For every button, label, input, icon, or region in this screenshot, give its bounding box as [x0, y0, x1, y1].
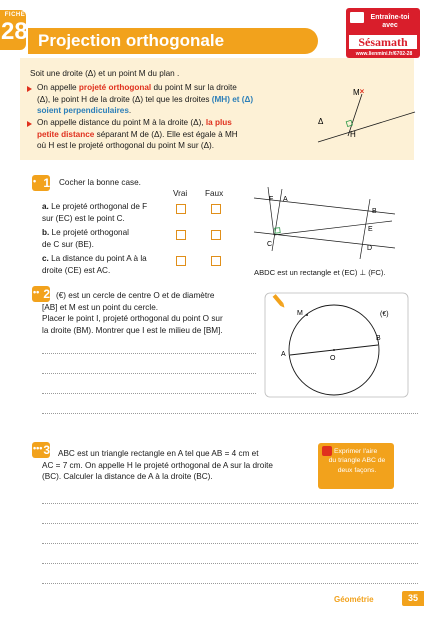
exercise-2-badge	[32, 286, 50, 302]
label-e: E	[368, 226, 373, 233]
definition-projete-line2	[37, 94, 253, 106]
answer-line[interactable]	[42, 583, 418, 584]
tip-text-rest	[322, 456, 392, 476]
line-ce	[274, 221, 392, 235]
definition-distance-line2	[37, 129, 238, 141]
fiche-label: FICHE	[4, 12, 26, 18]
point-o	[333, 349, 335, 351]
checkbox-b-vrai[interactable]	[176, 230, 186, 240]
projection-figure	[310, 78, 420, 154]
answer-line[interactable]	[42, 393, 256, 394]
label-m: M	[297, 310, 303, 317]
exercise-1-item-a-line2: sur (EC) est le point C.	[42, 213, 125, 223]
exercise-1-item-a	[42, 201, 147, 213]
label-delta: Δ	[318, 117, 324, 126]
point-m	[306, 314, 308, 316]
exercise-3-line3: (BC). Calculer la distance de A à la droite (BC).	[42, 472, 213, 481]
label-o: O	[330, 355, 336, 362]
answer-line[interactable]	[42, 373, 256, 374]
sesamath-logo: Sésamath	[349, 35, 417, 49]
definition-projete-line3	[37, 105, 131, 117]
label-m: M	[353, 88, 360, 97]
exercise-3-number: 3	[43, 443, 50, 457]
term-plus: la plus	[205, 118, 232, 127]
right-angle-mark	[346, 120, 352, 126]
column-faux: Faux	[205, 189, 224, 198]
exercise-2-line2: [AB] et M est un point du cercle.	[42, 302, 159, 312]
exercise-2-line3: Placer le point I, projeté orthogonal du point O sur	[42, 314, 223, 323]
page-title: Projection orthogonale	[38, 31, 225, 50]
sesamath-cta-line2: avec	[382, 22, 398, 29]
item-text: Le projeté orthogonal	[49, 228, 129, 237]
label-circle: (€)	[380, 311, 389, 318]
label-d: D	[367, 245, 373, 252]
tip-line2: du triangle ABC de	[328, 457, 386, 464]
exercise-3-line1: ABC est un triangle rectangle en A tel que AB = 4 cm et	[58, 449, 259, 458]
definition-distance	[37, 117, 232, 129]
exercise-1-prompt: Cocher la bonne case.	[59, 178, 141, 187]
thumbs-up-icon	[322, 446, 332, 456]
definition-projete	[37, 82, 237, 94]
line-delta	[318, 112, 415, 142]
column-vrai: Vrai	[173, 189, 188, 198]
item-text: Le projeté orthogonal de F	[48, 202, 148, 211]
answer-line[interactable]	[42, 523, 418, 524]
intro-text: .	[128, 106, 132, 115]
checkbox-b-faux[interactable]	[211, 230, 221, 240]
label-a: A	[283, 196, 288, 203]
circle-figure	[262, 290, 412, 400]
intro-text: du point M sur la droite	[151, 83, 237, 92]
intro-line0: Soit une droite (Δ) et un point M du plan .	[30, 69, 180, 78]
line-ac	[272, 189, 282, 251]
star-icon: •••	[33, 443, 43, 453]
term-perpendiculaires: soient perpendiculaires	[37, 106, 129, 115]
term-petite-distance: petite distance	[37, 129, 95, 139]
footer-section: Géométrie	[334, 595, 374, 604]
exercise-1-item-b-line2: de C sur (BE).	[42, 239, 94, 249]
bullet-icon	[27, 121, 32, 127]
item-label: b.	[42, 228, 50, 237]
fiche-number: 28	[1, 18, 28, 45]
exercise-1-item-c-line2: droite (CE) est AC.	[42, 265, 111, 275]
answer-line[interactable]	[42, 353, 256, 354]
bullet-icon	[27, 86, 32, 92]
label-b: B	[376, 335, 381, 342]
sesamath-cta	[362, 14, 418, 30]
intro-text: séparant M de (Δ). Elle est égale à MH	[94, 129, 238, 139]
checkbox-c-faux[interactable]	[211, 256, 221, 266]
exercise-2-number: 2	[43, 287, 50, 301]
answer-line[interactable]	[42, 503, 418, 504]
figure-frame	[265, 293, 408, 397]
answer-line[interactable]	[42, 543, 418, 544]
label-a: A	[281, 351, 286, 358]
checkbox-a-faux[interactable]	[211, 204, 221, 214]
term-mh-delta: (MH) et (Δ)	[211, 94, 254, 104]
line-cd	[254, 232, 395, 248]
answer-line[interactable]	[42, 413, 418, 414]
term-projete-orthogonal: projeté orthogonal	[78, 83, 152, 92]
checkbox-a-vrai[interactable]	[176, 204, 186, 214]
sesamath-cta-line1: Entraîne-toi	[370, 14, 410, 21]
label-f: F	[269, 196, 274, 203]
intro-text: (Δ), le point H de la droite (Δ) tel que les droites	[37, 94, 212, 104]
rectangle-figure	[250, 183, 398, 267]
exercise-2-line4: la droite (BM). Montrer que I est le milieu de [BM].	[42, 325, 223, 335]
label-c: C	[267, 241, 273, 248]
item-text: La distance du point A à la	[48, 254, 147, 263]
exercise-3-badge	[32, 442, 50, 458]
item-label: c.	[42, 254, 49, 263]
label-b: B	[372, 208, 377, 215]
checkbox-c-vrai[interactable]	[176, 256, 186, 266]
sesamath-url[interactable]: www.lienmini.fr/6702-28	[355, 51, 413, 57]
figure-caption: ABDC est un rectangle et (EC) ⊥ (FC).	[254, 268, 386, 277]
definition-distance-line3: où H est le projeté orthogonal du point M sur (Δ).	[37, 141, 215, 150]
answer-line[interactable]	[42, 563, 418, 564]
exercise-1-badge	[32, 175, 50, 191]
star-icon: •	[33, 176, 37, 186]
exercise-1-number: 1	[43, 176, 50, 190]
exercise-1-item-b	[42, 227, 129, 239]
line-fc	[268, 187, 274, 235]
exercise-3-line2: AC = 7 cm. On appelle H le projeté orthogonal de A sur la droite	[42, 460, 273, 470]
exercise-2-line1: (€) est un cercle de centre O et de diamètre	[56, 291, 215, 300]
tip-line1: Exprimer l'aire	[334, 448, 378, 455]
item-label: a.	[42, 202, 49, 211]
intro-text: On appelle	[37, 83, 79, 92]
exercise-1-item-c	[42, 253, 147, 265]
tip-text	[334, 447, 377, 456]
point-m-cross: ×	[359, 87, 365, 96]
label-h: H	[350, 130, 356, 139]
tip-line3: deux façons.	[337, 467, 377, 474]
page-number: 35	[402, 591, 424, 606]
intro-text: On appelle distance du point M à la droite (Δ),	[37, 118, 206, 127]
star-icon: ••	[33, 287, 40, 297]
